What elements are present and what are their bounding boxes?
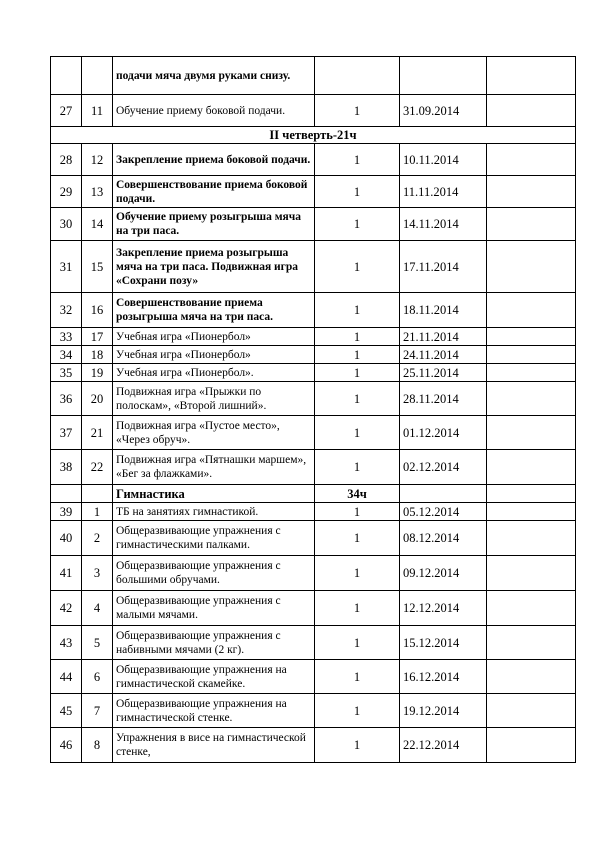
hours-cell: 1	[315, 328, 400, 346]
date-fact-cell	[487, 346, 576, 364]
table-row	[51, 416, 576, 450]
topic-number-cell: 6	[82, 660, 113, 694]
topic-cell: Совершенствование приема розыгрыша мяча на три паса.	[113, 293, 315, 328]
table-row	[51, 728, 576, 763]
date-plan-cell: 05.12.2014	[400, 503, 487, 521]
date-fact-cell	[487, 382, 576, 416]
date-fact-cell	[487, 450, 576, 485]
section-row	[51, 485, 576, 503]
topic-cell: Подвижная игра «Пустое место», «Через обруч».	[113, 416, 315, 450]
section-title: II четверть-21ч	[51, 127, 576, 144]
topic-number-cell: 17	[82, 328, 113, 346]
hours-cell: 1	[315, 346, 400, 364]
topic-cell: Закрепление приема розыгрыша мяча на три паса. Подвижная игра «Сохрани позу»	[113, 241, 315, 293]
hours-cell: 1	[315, 591, 400, 626]
date-fact-cell	[487, 521, 576, 556]
date-plan-cell: 09.12.2014	[400, 556, 487, 591]
topic-number-cell: 18	[82, 346, 113, 364]
date-plan-cell	[400, 57, 487, 95]
topic-cell: подачи мяча двумя руками снизу.	[113, 57, 315, 95]
table-row	[51, 660, 576, 694]
date-fact-cell	[487, 416, 576, 450]
topic-cell: Совершенствование приема боковой подачи.	[113, 176, 315, 208]
topic-cell: Общеразвивающие упражнения с малыми мячами.	[113, 591, 315, 626]
topic-cell: Обучение приему розыгрыша мяча на три паса.	[113, 208, 315, 241]
topic-number-cell: 14	[82, 208, 113, 241]
lesson-number-cell: 41	[51, 556, 82, 591]
table-row	[51, 450, 576, 485]
lesson-number-cell: 35	[51, 364, 82, 382]
hours-cell: 1	[315, 450, 400, 485]
date-plan-cell: 31.09.2014	[400, 95, 487, 127]
lesson-number-cell: 44	[51, 660, 82, 694]
table-row	[51, 176, 576, 208]
topic-number-cell: 5	[82, 626, 113, 660]
hours-cell	[315, 57, 400, 95]
topic-cell: Общеразвивающие упражнения с большими обручами.	[113, 556, 315, 591]
date-plan-cell: 08.12.2014	[400, 521, 487, 556]
topic-number-cell: 16	[82, 293, 113, 328]
table-row	[51, 57, 576, 95]
topic-cell: Общеразвивающие упражнения на гимнастической скамейке.	[113, 660, 315, 694]
hours-cell: 1	[315, 660, 400, 694]
topic-cell: Общеразвивающие упражнения с гимнастическими палками.	[113, 521, 315, 556]
date-fact-cell	[487, 176, 576, 208]
topic-number-cell: 12	[82, 144, 113, 176]
date-plan-cell: 24.11.2014	[400, 346, 487, 364]
hours-cell: 1	[315, 556, 400, 591]
table-row	[51, 521, 576, 556]
topic-number-cell: 1	[82, 503, 113, 521]
date-plan-cell: 18.11.2014	[400, 293, 487, 328]
topic-cell: ТБ на занятиях гимнастикой.	[113, 503, 315, 521]
topic-number-cell: 4	[82, 591, 113, 626]
lesson-number-cell: 34	[51, 346, 82, 364]
lesson-number-cell: 38	[51, 450, 82, 485]
lesson-number-cell: 29	[51, 176, 82, 208]
date-plan-cell: 22.12.2014	[400, 728, 487, 763]
topic-cell: Подвижная игра «Пятнашки маршем», «Бег за флажками».	[113, 450, 315, 485]
date-plan-cell: 11.11.2014	[400, 176, 487, 208]
lesson-number-cell: 30	[51, 208, 82, 241]
lesson-number-cell	[51, 485, 82, 503]
lesson-plan-body	[51, 57, 576, 763]
table-row	[51, 556, 576, 591]
lesson-number-cell: 42	[51, 591, 82, 626]
hours-cell: 1	[315, 364, 400, 382]
topic-number-cell: 3	[82, 556, 113, 591]
topic-cell: Общеразвивающие упражнения с набивными мячами (2 кг).	[113, 626, 315, 660]
hours-cell: 1	[315, 293, 400, 328]
topic-number-cell: 11	[82, 95, 113, 127]
lesson-plan-table	[50, 56, 576, 763]
date-plan-cell: 12.12.2014	[400, 591, 487, 626]
table-row	[51, 382, 576, 416]
table-row	[51, 503, 576, 521]
topic-cell: Учебная игра «Пионербол».	[113, 364, 315, 382]
table-row	[51, 241, 576, 293]
date-plan-cell: 28.11.2014	[400, 382, 487, 416]
hours-cell: 1	[315, 503, 400, 521]
topic-cell: Упражнения в висе на гимнастической стенке,	[113, 728, 315, 763]
table-row	[51, 591, 576, 626]
hours-cell: 1	[315, 144, 400, 176]
hours-cell: 1	[315, 416, 400, 450]
table-row	[51, 95, 576, 127]
table-row	[51, 626, 576, 660]
date-plan-cell	[400, 485, 487, 503]
hours-cell: 1	[315, 95, 400, 127]
date-fact-cell	[487, 293, 576, 328]
date-fact-cell	[487, 503, 576, 521]
date-fact-cell	[487, 241, 576, 293]
table-row	[51, 694, 576, 728]
table-row	[51, 346, 576, 364]
date-fact-cell	[487, 660, 576, 694]
topic-number-cell: 19	[82, 364, 113, 382]
topic-number-cell	[82, 57, 113, 95]
date-fact-cell	[487, 208, 576, 241]
lesson-number-cell: 36	[51, 382, 82, 416]
topic-number-cell: 2	[82, 521, 113, 556]
topic-number-cell: 21	[82, 416, 113, 450]
table-row	[51, 293, 576, 328]
section-hours: 34ч	[315, 485, 400, 503]
lesson-number-cell: 33	[51, 328, 82, 346]
date-fact-cell	[487, 95, 576, 127]
hours-cell: 1	[315, 176, 400, 208]
section-title: Гимнастика	[113, 485, 315, 503]
date-plan-cell: 14.11.2014	[400, 208, 487, 241]
topic-number-cell: 20	[82, 382, 113, 416]
date-plan-cell: 02.12.2014	[400, 450, 487, 485]
hours-cell: 1	[315, 521, 400, 556]
table-row	[51, 328, 576, 346]
lesson-number-cell: 37	[51, 416, 82, 450]
topic-cell: Обучение приему боковой подачи.	[113, 95, 315, 127]
date-fact-cell	[487, 626, 576, 660]
section-row	[51, 127, 576, 144]
topic-number-cell: 8	[82, 728, 113, 763]
hours-cell: 1	[315, 208, 400, 241]
date-fact-cell	[487, 57, 576, 95]
table-row	[51, 144, 576, 176]
topic-cell: Подвижная игра «Прыжки по полоскам», «Второй лишний».	[113, 382, 315, 416]
table-row	[51, 208, 576, 241]
topic-number-cell	[82, 485, 113, 503]
date-fact-cell	[487, 591, 576, 626]
hours-cell: 1	[315, 382, 400, 416]
lesson-number-cell: 28	[51, 144, 82, 176]
lesson-number-cell: 27	[51, 95, 82, 127]
topic-number-cell: 22	[82, 450, 113, 485]
lesson-number-cell: 40	[51, 521, 82, 556]
hours-cell: 1	[315, 728, 400, 763]
date-fact-cell	[487, 728, 576, 763]
lesson-number-cell: 46	[51, 728, 82, 763]
hours-cell: 1	[315, 626, 400, 660]
document-page	[50, 56, 576, 763]
hours-cell: 1	[315, 694, 400, 728]
date-plan-cell: 15.12.2014	[400, 626, 487, 660]
lesson-number-cell	[51, 57, 82, 95]
date-plan-cell: 17.11.2014	[400, 241, 487, 293]
date-plan-cell: 16.12.2014	[400, 660, 487, 694]
lesson-number-cell: 39	[51, 503, 82, 521]
lesson-number-cell: 31	[51, 241, 82, 293]
topic-cell: Учебная игра «Пионербол»	[113, 346, 315, 364]
date-plan-cell: 21.11.2014	[400, 328, 487, 346]
date-fact-cell	[487, 144, 576, 176]
topic-cell: Учебная игра «Пионербол»	[113, 328, 315, 346]
lesson-number-cell: 45	[51, 694, 82, 728]
topic-cell: Общеразвивающие упражнения на гимнастической стенке.	[113, 694, 315, 728]
date-fact-cell	[487, 364, 576, 382]
date-plan-cell: 01.12.2014	[400, 416, 487, 450]
lesson-number-cell: 43	[51, 626, 82, 660]
date-plan-cell: 10.11.2014	[400, 144, 487, 176]
date-plan-cell: 25.11.2014	[400, 364, 487, 382]
date-fact-cell	[487, 556, 576, 591]
date-fact-cell	[487, 485, 576, 503]
topic-number-cell: 7	[82, 694, 113, 728]
date-fact-cell	[487, 328, 576, 346]
lesson-number-cell: 32	[51, 293, 82, 328]
topic-cell: Закрепление приема боковой подачи.	[113, 144, 315, 176]
topic-number-cell: 13	[82, 176, 113, 208]
topic-number-cell: 15	[82, 241, 113, 293]
date-fact-cell	[487, 694, 576, 728]
date-plan-cell: 19.12.2014	[400, 694, 487, 728]
table-row	[51, 364, 576, 382]
hours-cell: 1	[315, 241, 400, 293]
